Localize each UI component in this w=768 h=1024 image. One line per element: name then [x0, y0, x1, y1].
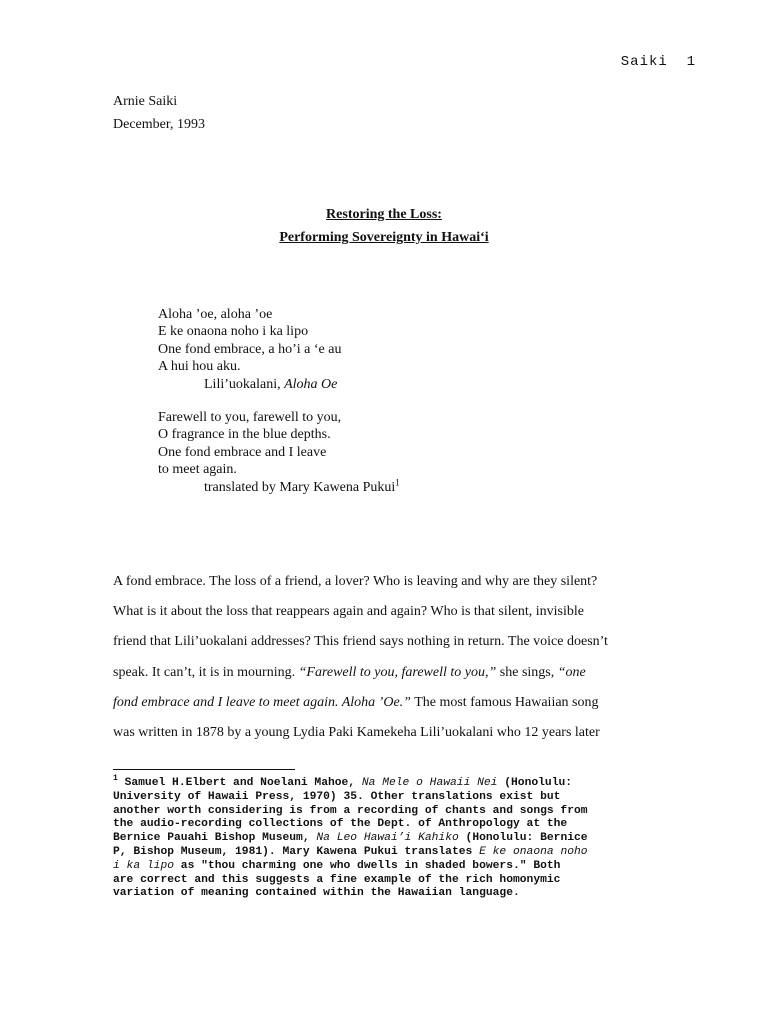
body-line: friend that Lili’uokalani addresses? This friend says nothing in return. The voice doesn’t: [113, 634, 608, 650]
paper-date: December, 1993: [113, 117, 205, 132]
footnote-reference[interactable]: 1: [395, 476, 400, 487]
footnote-text: Samuel H.Elbert and Noelani Mahoe,: [117, 777, 362, 789]
quoted-lyric: “one: [557, 664, 586, 680]
footnote-text: as "thou charming one who dwells in shaded bowers." Both: [174, 859, 561, 872]
footnote-line: [113, 860, 693, 874]
footnote-line: [113, 846, 693, 860]
paper-title: [0, 203, 768, 249]
poem-attribution: [158, 376, 341, 393]
quoted-lyric: “Farewell to you, farewell to you,”: [298, 664, 497, 680]
body-text-segment: she sings,: [496, 664, 558, 680]
poem-line: E ke onaona noho i ka lipo: [158, 324, 309, 340]
poem-line: One fond embrace and I leave: [158, 444, 327, 460]
poem-line: Aloha ’oe, aloha ’oe: [158, 307, 273, 322]
footnote: [113, 774, 693, 901]
footnote-line: another worth considering is from a recording of chants and songs from: [113, 804, 588, 817]
poem-hawaiian: [158, 306, 341, 393]
attribution-author: Lili’uokalani,: [204, 376, 285, 392]
footnote-line: [113, 832, 693, 846]
poem-line: O fragrance in the blue depths.: [158, 427, 331, 443]
body-line: [113, 658, 658, 688]
poem-line: Farewell to you, farewell to you,: [158, 410, 342, 425]
footnote-book-title: Na Leo Hawai’i Kahiko: [316, 832, 459, 845]
footnote-text: Bernice Pauahi Bishop Museum,: [113, 832, 317, 845]
footnote-mark: 1: [113, 774, 118, 784]
footnote-line: are correct and this suggests a fine example of the rich homonymic: [113, 873, 561, 886]
heading-block: [113, 90, 205, 136]
footnote-line: [113, 774, 693, 791]
attribution-translator: translated by Mary Kawena Pukui: [204, 479, 396, 495]
title-line-1: Restoring the Loss:: [326, 207, 442, 222]
body-paragraph: [113, 567, 658, 748]
body-line: was written in 1878 by a young Lydia Paki Kamekeha Lili’uokalani who 12 years later: [113, 725, 600, 741]
body-line: A fond embrace. The loss of a friend, a lover? Who is leaving and why are they silent?: [113, 574, 598, 589]
footnote-quoted-phrase: i ka lipo: [113, 859, 175, 872]
attribution-song-title: Aloha Oe: [284, 376, 338, 392]
body-line: What is it about the loss that reappears again and again? Who is that silent, invisible: [113, 604, 584, 620]
poem-line: A hui hou aku.: [158, 359, 241, 375]
quoted-lyric: fond embrace and I leave to meet again. Aloha ’Oe.”: [113, 694, 411, 710]
page-number: Saiki 1: [620, 54, 696, 70]
body-text-segment: The most famous Hawaiian song: [410, 694, 599, 710]
body-line: [113, 688, 658, 718]
body-text-segment: speak. It can’t, it is in mourning.: [113, 664, 299, 680]
footnote-text: (Honolulu:: [497, 777, 573, 789]
translation-attribution: [158, 476, 400, 496]
footnote-divider: [113, 769, 295, 770]
poem-line: One fond embrace, a ho’i a ‘e au: [158, 341, 342, 357]
footnote-text: P, Bishop Museum, 1981). Mary Kawena Pukui translates: [113, 845, 480, 858]
poem-english: [158, 409, 400, 496]
footnote-quoted-phrase: E ke onaona noho: [479, 845, 588, 858]
footnote-line: University of Hawaii Press, 1970) 35. Other translations exist but: [113, 790, 561, 803]
author-name: Arnie Saiki: [113, 94, 178, 109]
footnote-text: (Honolulu: Bernice: [458, 832, 588, 845]
title-line-2: Performing Sovereignty in Hawai‘i: [279, 230, 489, 245]
footnote-book-title: Na Mele o Hawaii Nei: [361, 777, 498, 789]
footnote-line: the audio-recording collections of the Dept. of Anthropology at the: [113, 818, 568, 831]
poem-line: to meet again.: [158, 462, 237, 478]
footnote-line: variation of meaning contained within the Hawaiian language.: [113, 887, 520, 900]
